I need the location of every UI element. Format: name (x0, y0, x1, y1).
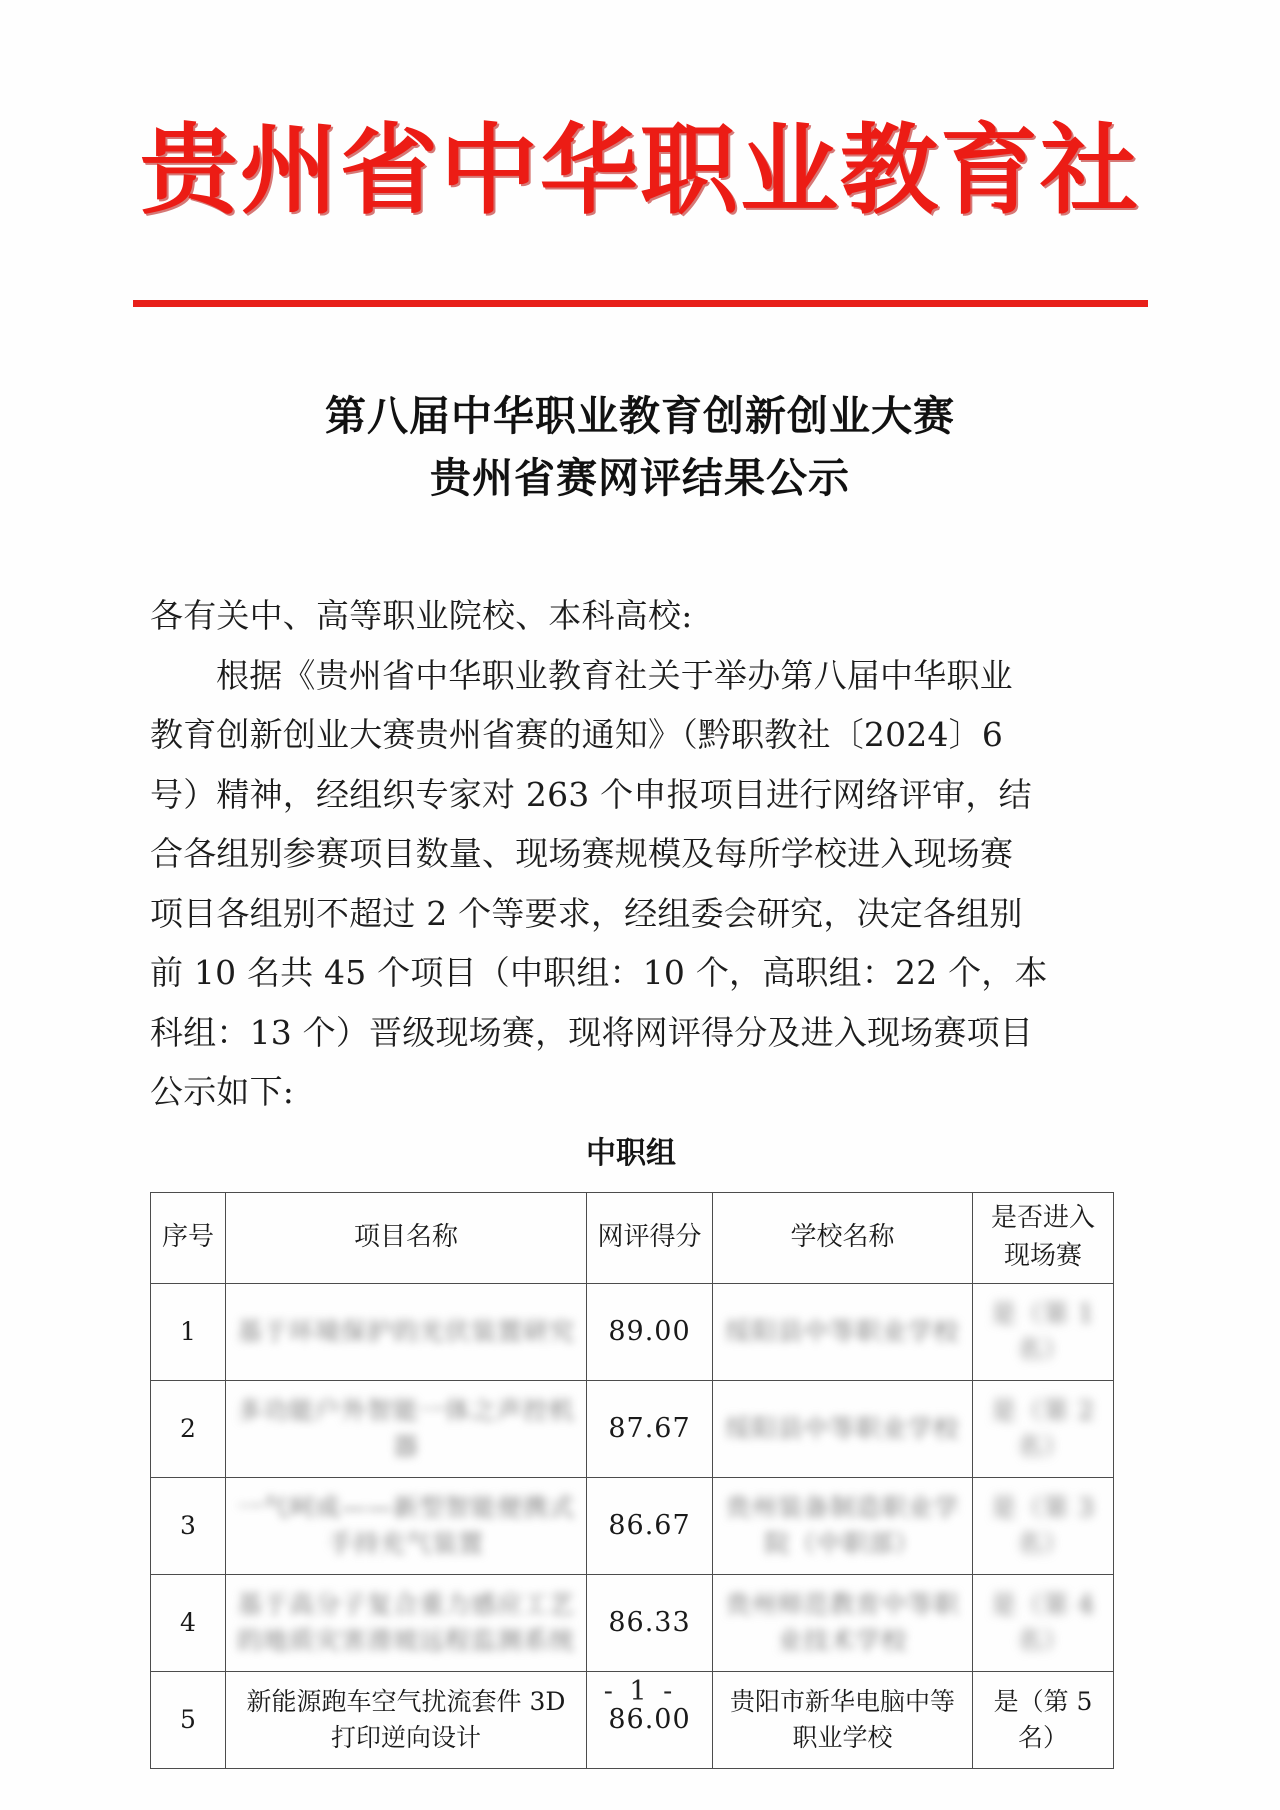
letterhead-red-rule (133, 300, 1148, 307)
cell-enter-final: 是（第 4 名） (973, 1575, 1114, 1672)
cell-index: 2 (151, 1381, 226, 1478)
column-header-school: 学校名称 (713, 1193, 973, 1284)
cell-index: 1 (151, 1284, 226, 1381)
document-body (150, 586, 1112, 1122)
cell-project-name: 基于环境保护的光伏装置研究 (226, 1284, 587, 1381)
document-title-line-1: 第八届中华职业教育创新创业大赛 (325, 392, 955, 440)
body-line-2: 根据《贵州省中华职业教育社关于举办第八届中华职业 (216, 655, 1013, 695)
cell-project-name: 基于高分子复合重力感应工艺的地质灾害滑坡远程监测系统 (226, 1575, 587, 1672)
page-number-footer: - 1 - (603, 1676, 677, 1707)
body-line-3: 教育创新创业大赛贵州省赛的通知》（黔职教社〔2024〕6 (150, 715, 1004, 754)
cell-score: 86.33 (587, 1575, 713, 1672)
results-table-header (151, 1193, 1114, 1284)
cell-enter-final: 是（第 5 名） (973, 1672, 1114, 1769)
table-row (151, 1478, 1114, 1575)
cell-school: 绥阳县中等职业学校 (713, 1381, 973, 1478)
table-caption: 中职组 (586, 1136, 676, 1171)
cell-score: 87.67 (587, 1381, 713, 1478)
body-line-salutation: 各有关中、高等职业院校、本科高校: (150, 596, 693, 635)
cell-school: 贵州装备制造职业学院（中职部） (713, 1478, 973, 1575)
column-header-index: 序号 (151, 1193, 226, 1284)
cell-enter-final: 是（第 3 名） (973, 1478, 1114, 1575)
letterhead-organization-title: 贵州省中华职业教育社 (139, 113, 1140, 228)
cell-school: 贵州师范教育中等职业技术学校 (713, 1575, 973, 1672)
body-line-7: 前 10 名共 45 个项目（中职组：10 个，高职组：22 个，本 (150, 953, 1048, 992)
document-title-line-2: 贵州省赛网评结果公示 (430, 454, 850, 503)
cell-enter-final: 是（第 2 名） (973, 1381, 1114, 1478)
cell-score: 86.67 (587, 1478, 713, 1575)
cell-school: 绥阳县中等职业学校 (713, 1284, 973, 1381)
table-row (151, 1284, 1114, 1381)
table-row (151, 1575, 1114, 1672)
letterhead (0, 113, 1280, 228)
body-line-8: 科组：13 个）晋级现场赛，现将网评得分及进入现场赛项目 (150, 1012, 1034, 1052)
body-line-6: 项目各组别不超过 2 个等要求，经组委会研究，决定各组别 (150, 893, 1023, 933)
document-title (150, 385, 1130, 510)
column-header-project-name: 项目名称 (226, 1193, 587, 1284)
cell-index: 5 (151, 1672, 226, 1769)
column-header-score: 网评得分 (587, 1193, 713, 1284)
cell-project-name: 多功能户外智能一体之声控机器 (226, 1381, 587, 1478)
cell-score: 86.00 (587, 1672, 713, 1769)
cell-index: 4 (151, 1575, 226, 1672)
table-row (151, 1381, 1114, 1478)
column-header-enter-final: 是否进入现场赛 (973, 1193, 1114, 1284)
cell-index: 3 (151, 1478, 226, 1575)
cell-school: 贵阳市新华电脑中等职业学校 (713, 1672, 973, 1769)
cell-project-name: 新能源跑车空气扰流套件 3D 打印逆向设计 (226, 1672, 587, 1769)
body-line-4: 号）精神，经组织专家对 263 个申报项目进行网络评审，结 (150, 774, 1032, 814)
cell-score: 89.00 (587, 1284, 713, 1381)
cell-project-name: 一气呵成——新型智能便携式手持充气装置 (226, 1478, 587, 1575)
body-line-5: 合各组别参赛项目数量、现场赛规模及每所学校进入现场赛 (150, 834, 1014, 873)
table-header-row (151, 1193, 1114, 1284)
body-line-9: 公示如下: (150, 1072, 295, 1111)
cell-enter-final: 是（第 1 名） (973, 1284, 1114, 1381)
